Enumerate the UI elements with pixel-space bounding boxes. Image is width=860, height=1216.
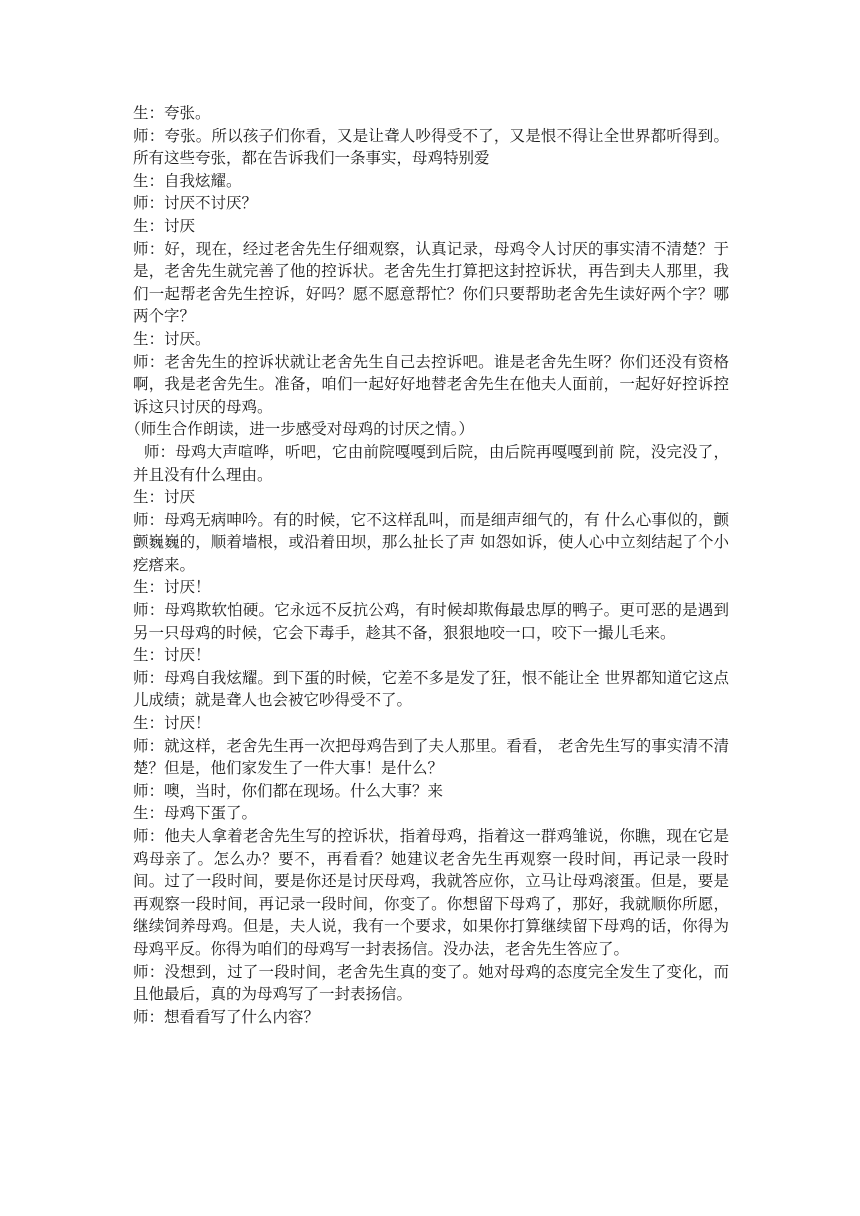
dialogue-line: 生：讨厌。 — [133, 329, 211, 348]
dialogue-line: 生：讨厌！ — [133, 714, 211, 733]
dialogue-line: 师：噢，当时，你们都在现场。什么大事？来 — [133, 781, 444, 800]
dialogue-line: 师：母鸡欺软怕硬。它永远不反抗公鸡，有时候却欺侮最忠厚的鸭子。更可恶的是遇到另一只母鸡的时候，它会下毒手，趁其不备，狠狠地咬一口，咬下一撮儿毛来。 — [133, 601, 729, 642]
dialogue-line: 师：他夫人拿着老舍先生写的控诉状，指着母鸡，指着这一群鸡雏说，你瞧，现在它是鸡母亲了。怎么办？要不，再看看？她建议老舍先生再观察一段时间，再记录一段时间。过了一段时间，要是你还是讨厌母鸡，我就答应你，立马让母鸡滚蛋。但是，要是再观察一段时间，再记录一段时间，你变了。你想留下母鸡了，那好，我就顺你所愿，继续饲养母鸡。但是，夫人说，我有一个要求，如果你打算继续留下母鸡的话，你得为母鸡平反。你得为咱们的母鸡写一封表扬信。没办法，老舍先生答应了。 — [133, 827, 729, 958]
dialogue-line: 师：老舍先生的控诉状就让老舍先生自己去控诉吧。谁是老舍先生呀？你们还没有资格啊，我是老舍先生。准备，咱们一起好好地替老舍先生在他夫人面前，一起好好控诉控诉这只讨厌的母鸡。 — [133, 352, 729, 416]
dialogue-line: 生：自我炫耀。 — [133, 171, 242, 190]
dialogue-line: 生：讨厌 — [133, 488, 196, 507]
dialogue-line: 师：想看看写了什么内容？ — [133, 1007, 320, 1026]
stage-direction: （师生合作朗读，进一步感受对母鸡的讨厌之情。） — [125, 420, 475, 439]
dialogue-line: 师：夸张。所以孩子们你看，又是让聋人吵得受不了，又是恨不得让全世界都听得到。所有这些夸张，都在告诉我们一条事实，母鸡特别爱 — [133, 126, 729, 168]
dialogue-line: 师：就这样，老舍先生再一次把母鸡告到了夫人那里。看看， 老舍先生写的事实清不清楚？但是，他们家发生了一件大事！是什么？ — [133, 736, 729, 778]
dialogue-line: 生：母鸡下蛋了。 — [133, 804, 258, 823]
dialogue-line: 师：母鸡无病呻吟。有的时候，它不这样乱叫，而是细声细气的，有 什么心事似的，颤颤巍巍的，顺着墙根，或沿着田坝，那么扯长了声 如怨如诉，使人心中立刻结起了个小疙瘩来。 — [133, 510, 729, 574]
dialogue-line: 师：母鸡自我炫耀。到下蛋的时候，它差不多是发了狂，恨不能让全 世界都知道它这点儿成绩；就是聋人也会被它吵得受不了。 — [133, 668, 729, 710]
dialogue-line: 生：讨厌！ — [133, 646, 211, 665]
dialogue-line: 生：讨厌！ — [133, 578, 211, 597]
dialogue-line: 师：母鸡大声喧哗，听吧，它由前院嘎嘎到后院，由后院再嘎嘎到前 院，没完没了，并且没有什么理由。 — [133, 442, 729, 484]
dialogue-line: 师：没想到，过了一段时间，老舍先生真的变了。她对母鸡的态度完全发生了变化，而且他最后，真的为母鸡写了一封表扬信。 — [133, 962, 729, 1004]
dialogue-line: 师：讨厌不讨厌？ — [133, 194, 258, 213]
dialogue-line: 生：讨厌 — [133, 216, 196, 235]
dialogue-line: 生：夸张。 — [133, 104, 211, 122]
document-page — [125, 102, 729, 1028]
dialogue-line: 师：好，现在，经过老舍先生仔细观察，认真记录，母鸡令人讨厌的事实清不清楚？于是，老舍先生就完善了他的控诉状。老舍先生打算把这封控诉状，再告到夫人那里，我们一起帮老舍先生控诉，好吗？愿不愿意帮忙？你们只要帮助老舍先生读好两个字？哪两个字？ — [133, 239, 729, 326]
